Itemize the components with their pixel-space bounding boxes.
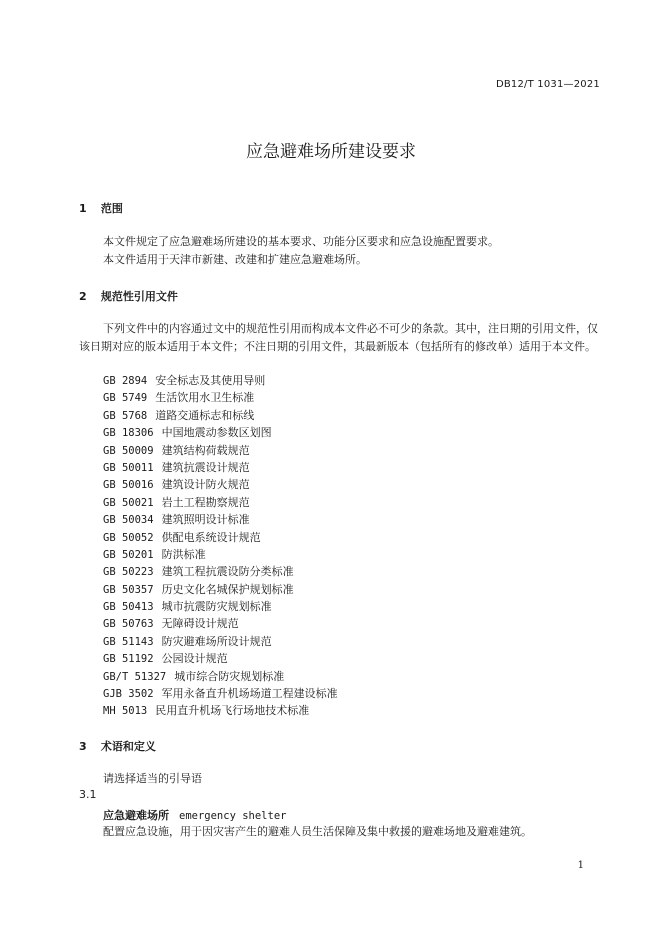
ref-title: 安全标志及其使用导则 — [155, 374, 266, 387]
list-item — [103, 494, 338, 511]
ref-code: GB 50009 — [103, 444, 154, 457]
ref-title: 建筑设计防火规范 — [161, 478, 250, 492]
list-item — [103, 563, 338, 580]
term-name-cn: 应急避难场所 — [103, 809, 169, 822]
ref-code: GB 50357 — [103, 583, 154, 596]
ref-code: GB 5768 — [103, 409, 148, 422]
ref-code: GB 5749 — [103, 392, 148, 405]
section-1-heading — [79, 200, 123, 216]
ref-code: GB 50011 — [103, 461, 154, 474]
ref-title: 建筑抗震设计规范 — [161, 460, 250, 474]
paragraph: 本文件规定了应急避难场所建设的基本要求、功能分区要求和应急设施配置要求。 — [103, 235, 499, 248]
list-item — [103, 372, 338, 389]
ref-title: 防洪标准 — [161, 547, 206, 561]
list-item — [103, 476, 338, 493]
ref-title: 公园设计规范 — [161, 652, 228, 666]
ref-title: 无障碍设计规范 — [161, 617, 239, 631]
list-item — [103, 685, 338, 702]
list-item — [103, 529, 338, 546]
page-number: 1 — [577, 860, 584, 871]
ref-code: GB 50763 — [103, 618, 154, 631]
document-title: 应急避难场所建设要求 — [246, 142, 416, 162]
ref-code: GJB 3502 — [103, 688, 154, 701]
ref-title: 生活饮用水卫生标准 — [155, 391, 255, 405]
paragraph: 本文件适用于天津市新建、改建和扩建应急避难场所。 — [103, 253, 367, 266]
ref-title: 城市综合防灾规划标准 — [174, 669, 285, 683]
list-item — [103, 702, 338, 719]
section-number: 1 — [79, 202, 87, 215]
list-item — [103, 650, 338, 667]
list-item — [103, 511, 338, 528]
section-title: 术语和定义 — [100, 740, 156, 753]
list-item — [103, 459, 338, 476]
ref-code: GB 2894 — [103, 375, 148, 387]
ref-title: 防灾避难场所设计规范 — [161, 634, 272, 648]
list-item — [103, 424, 338, 441]
ref-title: 历史文化名城保护规划标准 — [161, 582, 294, 596]
term-number: 3.1 — [79, 788, 97, 801]
reference-list — [103, 372, 338, 720]
ref-title: 建筑结构荷载规范 — [161, 443, 250, 457]
ref-title: 民用直升机场飞行场地技术标准 — [155, 704, 310, 718]
term-definition: 配置应急设施，用于因灾害产生的避难人员生活保障及集中救援的避难场地及避难建筑。 — [103, 825, 532, 838]
ref-code: MH 5013 — [103, 705, 148, 718]
list-item — [103, 615, 338, 632]
term-name-en: emergency shelter — [179, 810, 287, 822]
list-item — [103, 668, 338, 685]
ref-code: GB 50016 — [103, 479, 154, 492]
ref-title: 军用永备直升机场场道工程建设标准 — [161, 687, 338, 701]
ref-title: 岩土工程勘察规范 — [161, 495, 250, 509]
ref-code: GB/T 51327 — [103, 670, 167, 683]
section-number: 3 — [79, 740, 87, 753]
term-heading — [103, 807, 286, 823]
ref-title: 城市抗震防灾规划标准 — [161, 600, 272, 614]
section-number: 2 — [79, 290, 87, 303]
paragraph: 下列文件中的内容通过文中的规范性引用而构成本文件必不可少的条款。其中，注日期的引用文件，仅该日期对应的版本适用于本文件；不注日期的引用文件，其最新版本（包括所有的修改单）适用于本文件。 — [79, 322, 598, 353]
ref-code: GB 50021 — [103, 496, 154, 509]
ref-code: GB 51192 — [103, 653, 154, 666]
section-3-heading — [79, 738, 156, 754]
section-title: 范围 — [100, 202, 123, 215]
section-title: 规范性引用文件 — [100, 290, 178, 303]
list-item — [103, 633, 338, 650]
list-item — [103, 546, 338, 563]
document-code: DB12/T 1031—2021 — [495, 79, 600, 90]
ref-code: GB 50223 — [103, 566, 154, 579]
list-item — [103, 407, 338, 424]
ref-title: 建筑照明设计标准 — [161, 513, 250, 527]
ref-code: GB 50201 — [103, 548, 154, 561]
section-2-heading — [79, 288, 178, 304]
ref-title: 供配电系统设计规范 — [161, 530, 261, 544]
ref-code: GB 50034 — [103, 514, 154, 527]
ref-title: 道路交通标志和标线 — [155, 408, 255, 422]
list-item — [103, 598, 338, 615]
list-item — [103, 581, 338, 598]
ref-code: GB 50052 — [103, 531, 154, 544]
list-item — [103, 442, 338, 459]
ref-code: GB 18306 — [103, 427, 154, 440]
ref-code: GB 51143 — [103, 635, 154, 648]
ref-title: 中国地震动参数区划图 — [161, 426, 272, 440]
lead-in-text: 请选择适当的引导语 — [103, 772, 202, 785]
ref-code: GB 50413 — [103, 601, 154, 614]
list-item — [103, 389, 338, 406]
ref-title: 建筑工程抗震设防分类标准 — [161, 565, 294, 579]
